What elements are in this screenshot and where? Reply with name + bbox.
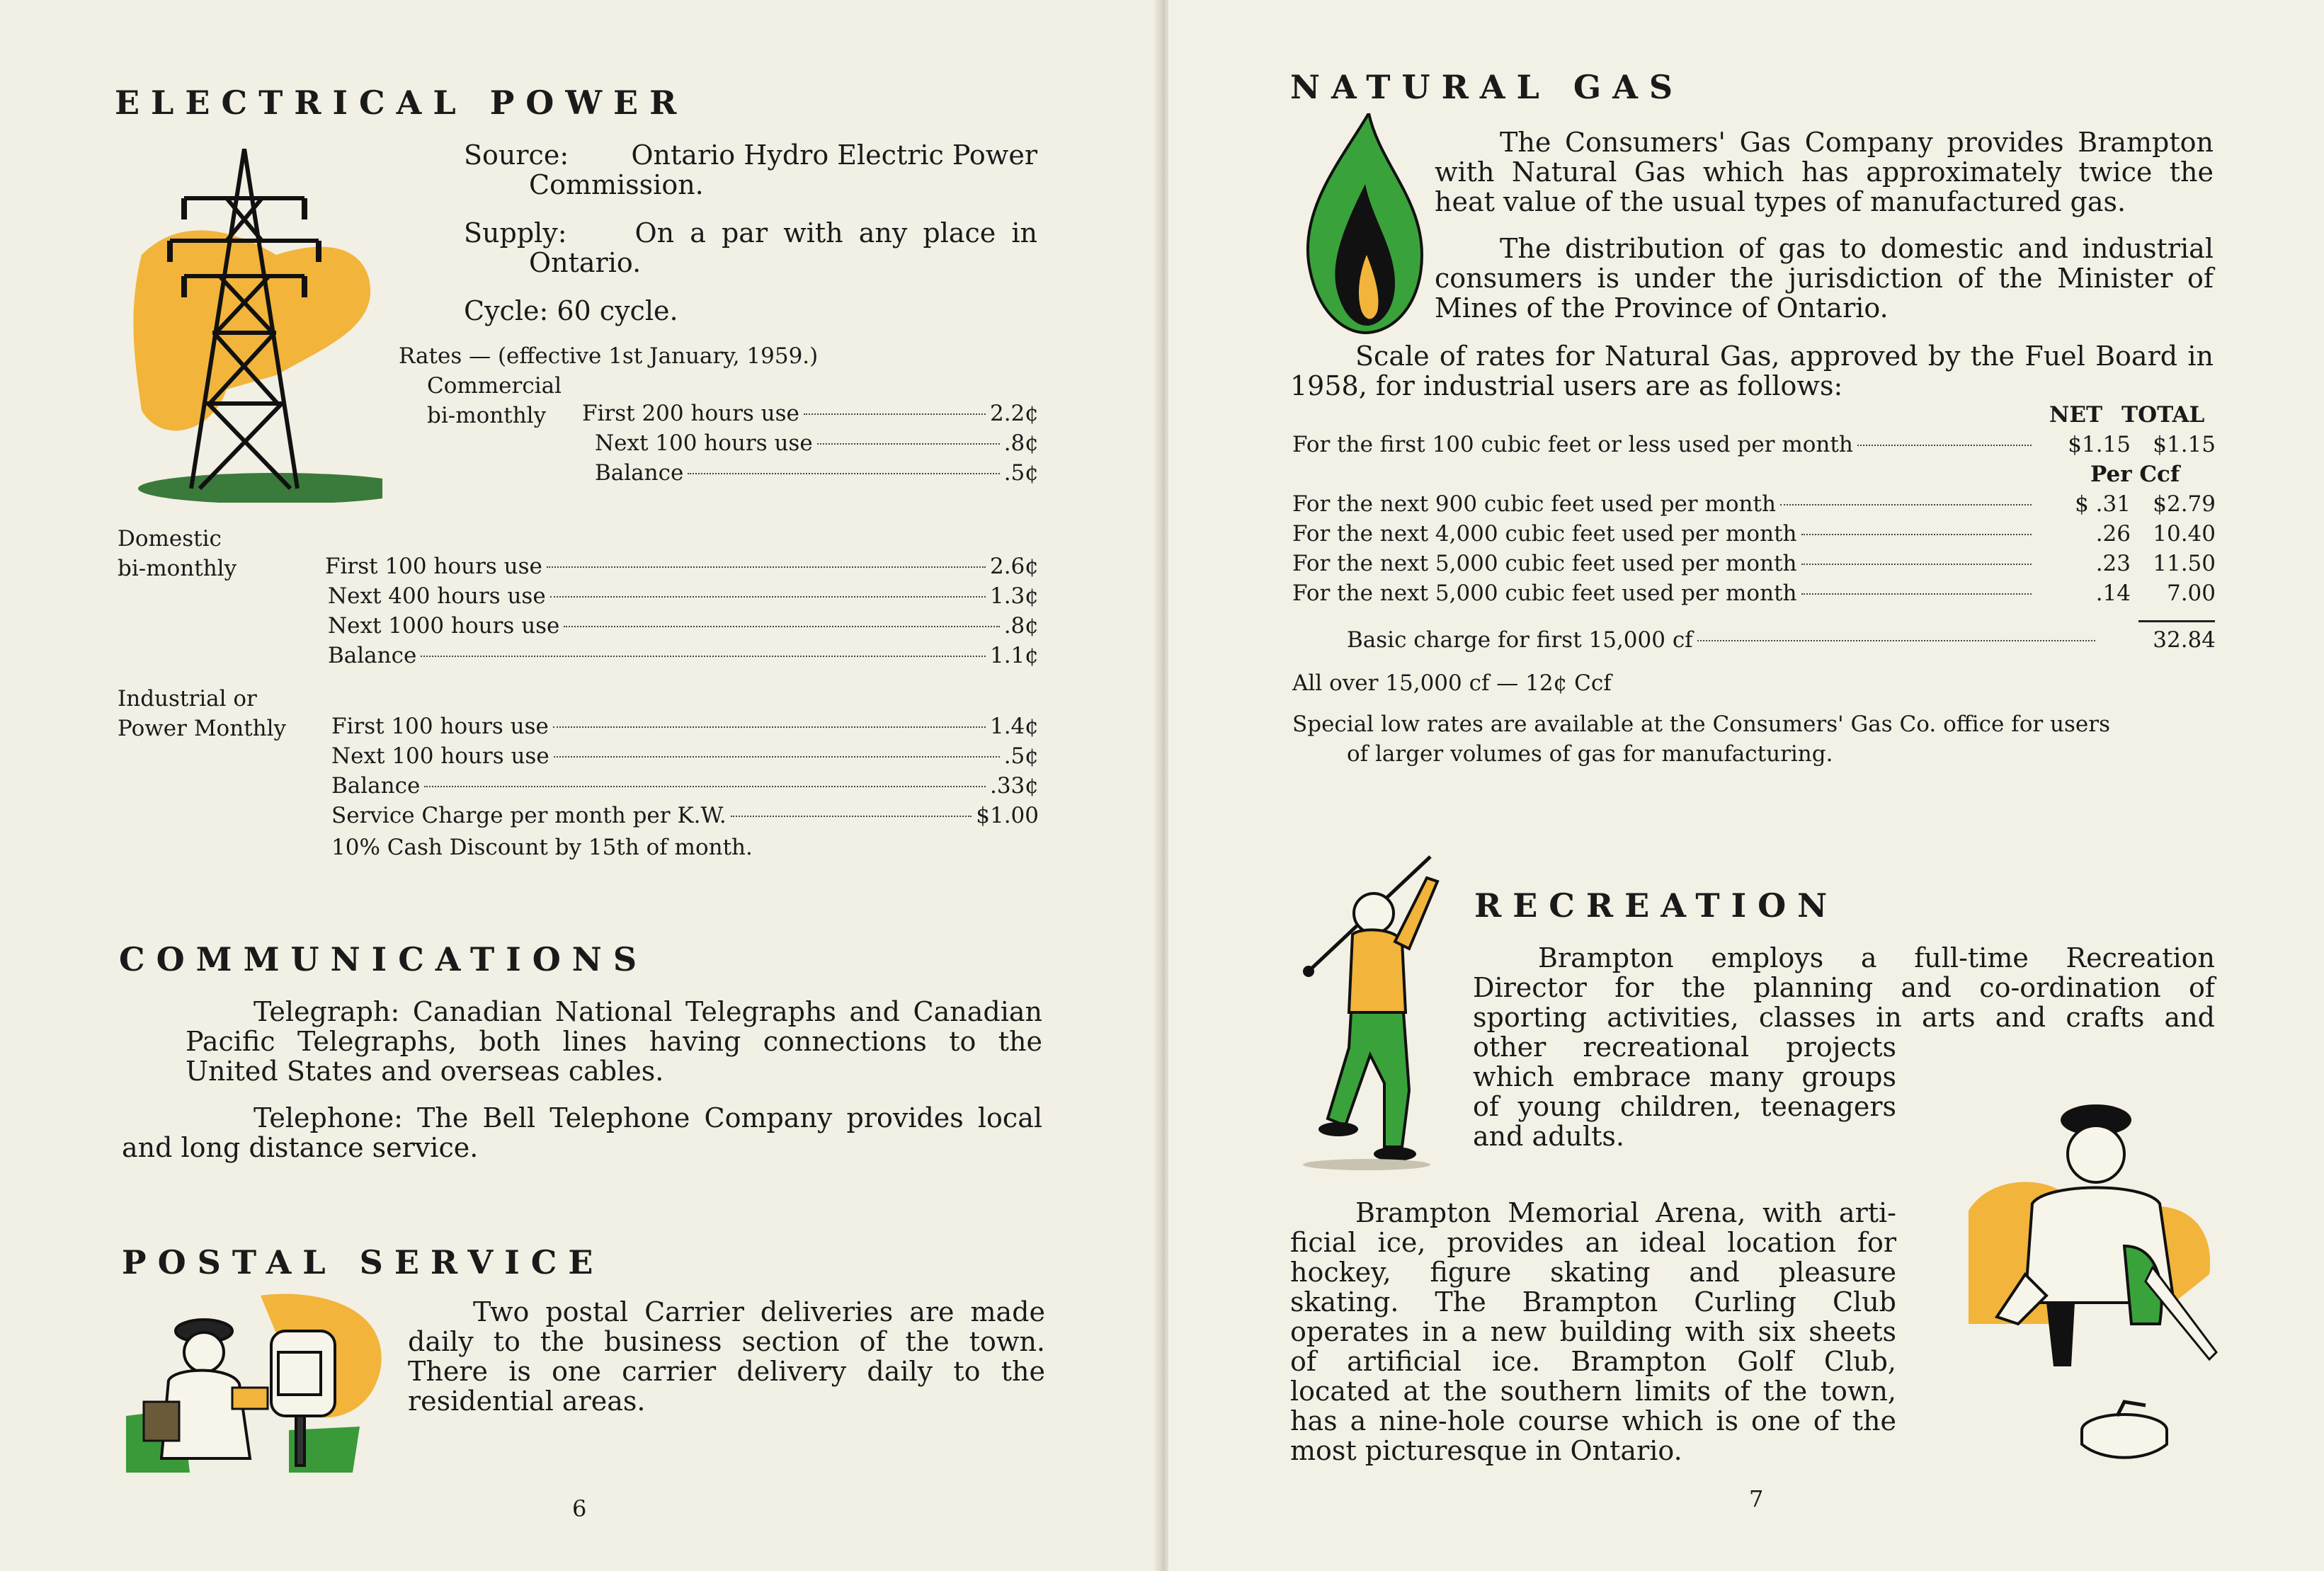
recreation-paragraph-2: Brampton Memorial Arena, with arti- ficial ice, provides an ideal location for hockey, figure skating and pleasure skating. The Brampton Curling Club operates in a new building with six sheets of artificial ice. Brampton Golf Club, located at the southern limits of the town, has a nine-hole course which is one of the most picturesque in Ontario. — [1290, 1197, 1896, 1466]
rates-intro: Rates — (effective 1st January, 1959.) — [399, 343, 819, 369]
per-ccf-header: Per Ccf — [2090, 462, 2180, 487]
left-page — [0, 0, 1160, 1571]
total-column-header: TOTAL — [2121, 402, 2205, 428]
commercial-label: Commercial — [427, 373, 562, 399]
supply-text: On a par with any place in — [634, 217, 1037, 248]
industrial-rate-row: Balance .33¢ — [331, 773, 1039, 799]
industrial-sub-label: Power Monthly — [118, 716, 287, 741]
source-line — [464, 140, 1037, 200]
special-rates-note: Special low rates are available at the Consumers' Gas Co. office for users — [1292, 712, 2110, 737]
cycle-label: Cycle: — [464, 295, 549, 326]
page-number: 6 — [572, 1495, 587, 1522]
industrial-rate-row: First 100 hours use 1.4¢ — [331, 714, 1039, 739]
curler-illustration — [1961, 1090, 2231, 1473]
cash-discount-note: 10% Cash Discount by 15th of month. — [331, 835, 753, 860]
postman-illustration — [126, 1289, 395, 1473]
postal-paragraph-a: Two postal Carrier deliveries are made daily to the business section of the town. There is one carrier delivery daily to the residential areas. — [408, 1296, 1045, 1417]
supply-label: Supply: — [464, 217, 567, 248]
gas-flame-icon — [1301, 113, 1429, 340]
cycle-line — [464, 296, 678, 326]
commercial-rate-row: Balance .5¢ — [595, 460, 1039, 486]
source-label: Source: — [464, 139, 569, 171]
commercial-rate-row: First 200 hours use 2.2¢ — [582, 401, 1039, 426]
basic-charge-row: Basic charge for first 15,000 cf 32.84 — [1347, 627, 2216, 653]
hydro-tower-illustration — [113, 149, 382, 503]
gas-paragraph-1: The Consumers' Gas Company provides Brampton with Natural Gas which has approximately twice the heat value of the usual types of manufactured gas. — [1435, 127, 2214, 217]
source-text-cont: Commission. — [529, 169, 704, 200]
recreation-heading: RECREATION — [1474, 886, 1839, 925]
domestic-rate-row: Next 1000 hours use .8¢ — [328, 613, 1039, 639]
commercial-rate-row: Next 100 hours use .8¢ — [595, 430, 1039, 456]
telephone-paragraph: Telephone: The Bell Telephone Company provides local and long distance service. — [122, 1102, 1042, 1163]
gas-paragraph-2: The distribution of gas to domestic and industrial consumers is under the jurisdiction of the Minister of Mines of the Province of Ontario. — [1435, 233, 2214, 324]
natural-gas-heading: NATURAL GAS — [1290, 68, 1685, 106]
cycle-text: 60 cycle. — [557, 295, 678, 326]
postal-service-heading: POSTAL SERVICE — [122, 1243, 605, 1281]
gas-rate-row: For the next 4,000 cubic feet used per month .26 10.40 — [1292, 521, 2216, 547]
gas-rate-row: For the next 5,000 cubic feet used per month .14 7.00 — [1292, 581, 2216, 606]
special-rates-note-cont: of larger volumes of gas for manufacturing. — [1347, 741, 1833, 767]
gas-paragraph-3: Scale of rates for Natural Gas, approved by the Fuel Board in 1958, for industrial users are as follows: — [1290, 341, 2214, 401]
golfer-illustration — [1296, 850, 1459, 1182]
industrial-rate-row: Service Charge per month per K.W. $1.00 — [331, 803, 1039, 828]
gas-rate-row: For the next 5,000 cubic feet used per month .23 11.50 — [1292, 551, 2216, 576]
domestic-rate-row: Balance 1.1¢ — [328, 643, 1039, 668]
over-15000-note: All over 15,000 cf — 12¢ Ccf — [1292, 670, 1612, 696]
page-number: 7 — [1749, 1485, 1764, 1512]
telegraph-paragraph: Telegraph: Canadian National Telegraphs and Canadian Pacific Telegraphs, both lines having connections to the United States and overseas cables. — [186, 996, 1042, 1087]
gas-rate-row: For the next 900 cubic feet used per month $ .31 $2.79 — [1292, 491, 2216, 517]
domestic-label: Domestic — [118, 526, 222, 552]
net-column-header: NET — [2049, 402, 2103, 428]
communications-heading: COMMUNICATIONS — [119, 940, 649, 978]
domestic-rate-row: Next 400 hours use 1.3¢ — [328, 583, 1039, 609]
domestic-sub-label: bi-monthly — [118, 556, 237, 581]
right-page — [1168, 0, 2324, 1571]
electrical-power-heading: ELECTRICAL POWER — [115, 84, 688, 122]
supply-line — [464, 218, 1037, 278]
recreation-paragraph-1: Brampton employs a full-time Recreation Director for the planning and co-ordination of sporting activities, classes in arts and crafts and other recreational projects which embrace many groups of young children, teenagers and adults. — [1473, 942, 2215, 1152]
source-text: Ontario Hydro Electric Power — [631, 139, 1037, 171]
supply-text-cont: Ontario. — [529, 247, 642, 278]
domestic-rate-row: First 100 hours use 2.6¢ — [325, 554, 1039, 579]
industrial-label: Industrial or — [118, 686, 257, 712]
gas-rate-row: For the first 100 cubic feet or less used per month $1.15 $1.15 — [1292, 432, 2216, 457]
industrial-rate-row: Next 100 hours use .5¢ — [331, 743, 1039, 769]
commercial-sub-label: bi-monthly — [427, 403, 547, 428]
total-rule — [2138, 620, 2215, 622]
